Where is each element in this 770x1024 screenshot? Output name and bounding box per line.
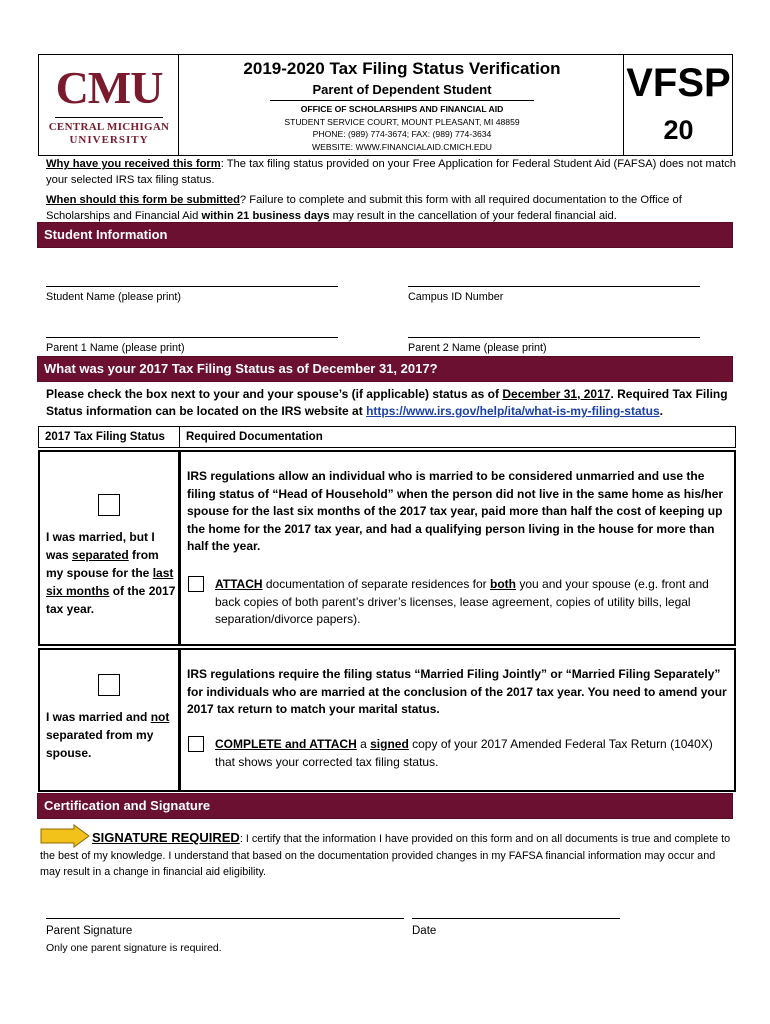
row1-status-text: I was married, but I was separated from my spouse for the last six months of the 2017 tax year. bbox=[46, 530, 176, 616]
when-question: When should this form be submitted bbox=[46, 194, 240, 206]
when-answer-end: may result in the cancellation of your federal financial aid. bbox=[329, 210, 617, 222]
instr-date: December 31, 2017 bbox=[502, 387, 611, 401]
date-line[interactable] bbox=[412, 918, 620, 919]
title-rule bbox=[270, 100, 534, 101]
certification-text bbox=[40, 830, 736, 881]
logo-subtitle-1: CENTRAL MICHIGAN bbox=[48, 121, 170, 133]
signature-note: Only one parent signature is required. bbox=[46, 942, 222, 954]
col-header-status: 2017 Tax Filing Status bbox=[38, 426, 180, 448]
why-answer: : The tax filing status provided on your Free Application for Federal Student Aid (FAFSA) does not match your selected IRS tax filing status. bbox=[46, 158, 737, 186]
why-question: Why have you received this form bbox=[46, 158, 221, 170]
row1-requirement: ATTACH documentation of separate residences for both you and your spouse (e.g. front and back copies of both parent’s driver’s licenses, lease agreement, copies of utility bills, legal separation/divorce papers). bbox=[215, 577, 709, 626]
form-code-block bbox=[625, 55, 732, 155]
parent1-name-line[interactable] bbox=[46, 337, 338, 338]
row1-attach-checkbox[interactable] bbox=[188, 576, 204, 592]
date-label: Date bbox=[412, 925, 437, 937]
office-contact bbox=[180, 103, 624, 153]
campus-id-line[interactable] bbox=[408, 286, 700, 287]
row2-status-checkbox[interactable] bbox=[98, 674, 120, 696]
student-info-header: Student Information bbox=[37, 222, 733, 248]
parent2-name-line[interactable] bbox=[408, 337, 700, 338]
title-block bbox=[180, 55, 624, 155]
when-paragraph bbox=[46, 192, 736, 224]
row1-irs-regulation: IRS regulations allow an individual who is married to be considered unmarried and use the filing status of “Head of Household” when the person did not live in the same home as his/her spouse for the last six months of the 2017 tax year, paid more than half the cost of keeping up the home for the 2017 tax year, and had a qualifying person living in the house for more than half the year. bbox=[187, 469, 724, 553]
student-name-line[interactable] bbox=[46, 286, 338, 287]
irs-link[interactable]: https://www.irs.gov/help/ita/what-is-my-filing-status bbox=[366, 404, 660, 418]
office-phone: PHONE: (989) 774-3674; FAX: (989) 774-3634 bbox=[312, 129, 492, 139]
office-website: WEBSITE: WWW.FINANCIALAID.CMICH.EDU bbox=[312, 141, 492, 152]
row2-doc-cell bbox=[179, 648, 736, 792]
row2-requirement: COMPLETE and ATTACH a signed copy of your 2017 Amended Federal Tax Return (1040X) that shows your corrected tax filing status. bbox=[215, 737, 713, 769]
logo-subtitle-2: UNIVERSITY bbox=[69, 134, 149, 146]
row2-status-cell bbox=[38, 648, 180, 792]
form-header bbox=[38, 54, 733, 156]
campus-id-label: Campus ID Number bbox=[408, 291, 504, 303]
parent-signature-label: Parent Signature bbox=[46, 925, 133, 937]
logo-wordmark: CMU bbox=[55, 62, 163, 113]
certification-header: Certification and Signature bbox=[37, 793, 733, 819]
signature-required: SIGNATURE REQUIRED bbox=[92, 830, 240, 845]
tax-status-table bbox=[38, 426, 736, 792]
form-subtitle: Parent of Dependent Student bbox=[312, 82, 492, 97]
parent-signature-line[interactable] bbox=[46, 918, 404, 919]
row2-status-text: I was married and not separated from my spouse. bbox=[46, 710, 170, 760]
tax-status-header: What was your 2017 Tax Filing Status as of December 31, 2017? bbox=[37, 356, 733, 382]
col-header-documentation: Required Documentation bbox=[179, 426, 736, 448]
form-number: 20 bbox=[663, 115, 694, 145]
logo-divider bbox=[55, 117, 163, 118]
when-deadline: within 21 business days bbox=[201, 210, 330, 222]
why-paragraph bbox=[46, 156, 736, 188]
office-address: STUDENT SERVICE COURT, MOUNT PLEASANT, MI 48859 bbox=[284, 116, 520, 127]
student-name-label: Student Name (please print) bbox=[46, 291, 182, 303]
row2-irs-regulation: IRS regulations require the filing status “Married Filing Jointly” or “Married Filing Separately” for individuals who are married at the conclusion of the 2017 tax year. You need to amend your 2017 tax return to match your marital status. bbox=[187, 667, 727, 716]
parent2-name-label: Parent 2 Name (please print) bbox=[408, 342, 547, 354]
row2-attach-checkbox[interactable] bbox=[188, 736, 204, 752]
instr-text-2: . Required Tax Filing Status information can be located on the IRS website at bbox=[46, 387, 728, 418]
parent1-name-label: Parent 1 Name (please print) bbox=[46, 342, 185, 354]
row1-doc-cell bbox=[179, 450, 736, 646]
status-instructions bbox=[46, 386, 736, 420]
when-answer: ? Failure to complete and submit this form with all required documentation to the Office of Scholarships and Financial Aid bbox=[46, 194, 682, 222]
cmu-logo bbox=[39, 55, 179, 155]
row1-status-checkbox[interactable] bbox=[98, 494, 120, 516]
form-code: VFSP bbox=[626, 61, 731, 105]
office-name: OFFICE OF SCHOLARSHIPS AND FINANCIAL AID bbox=[300, 104, 504, 114]
instr-end: . bbox=[659, 404, 663, 418]
form-title: 2019-2020 Tax Filing Status Verification bbox=[243, 59, 561, 78]
instr-text: Please check the box next to your and your spouse’s (if applicable) status as of bbox=[46, 387, 503, 401]
certification-statement: : I certify that the information I have provided on this form and on all documents is true and complete to the best of my knowledge. I understand that based on the documentation provided changes in my FAFSA financial information may occur and may result in a change in financial aid eligibility. bbox=[40, 833, 731, 878]
row1-status-cell bbox=[38, 450, 180, 646]
